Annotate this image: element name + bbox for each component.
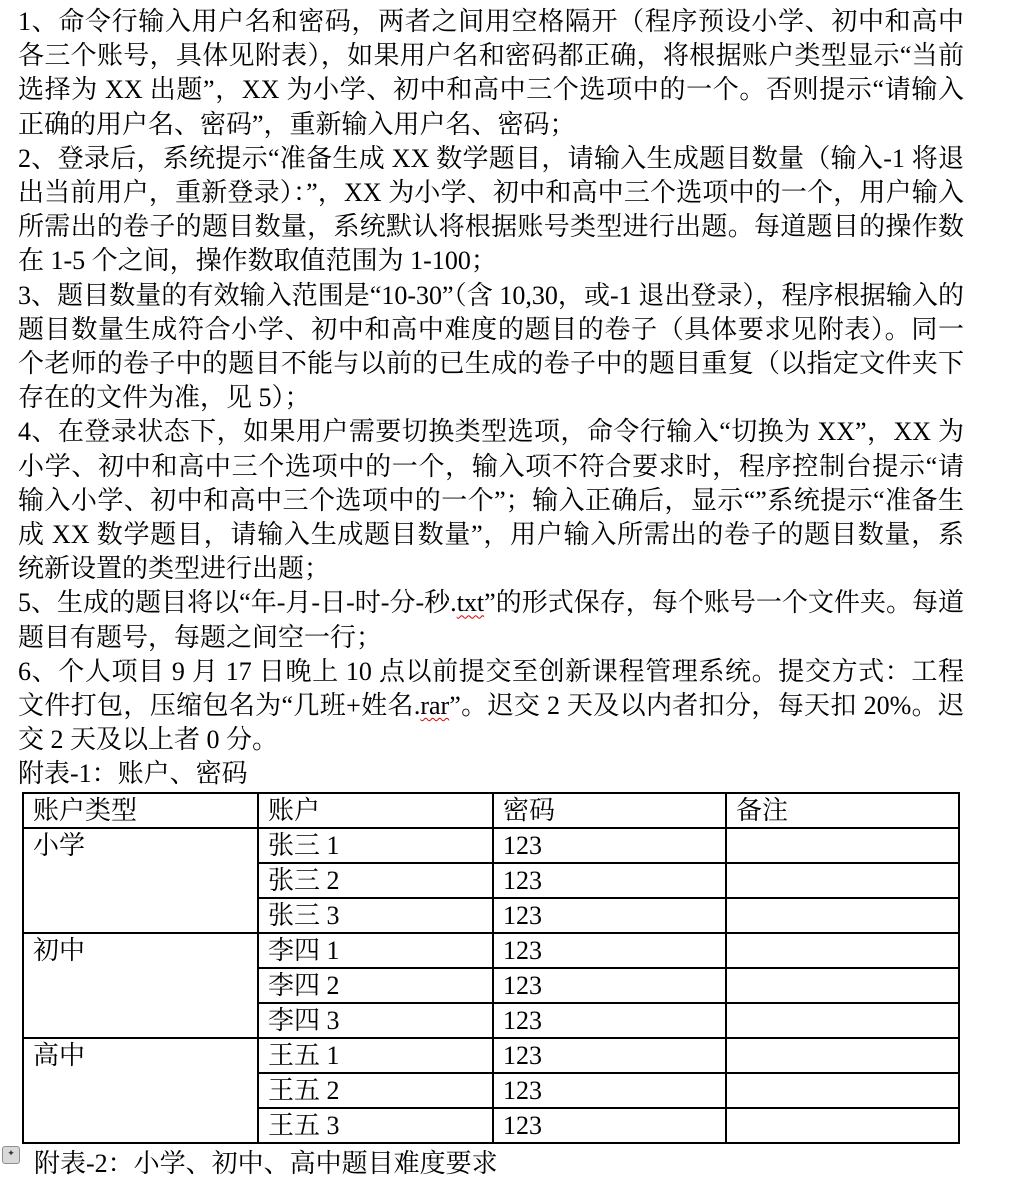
requirement-paragraph-4 <box>18 415 964 586</box>
password-cell: 123 <box>493 1073 726 1108</box>
requirement-paragraph-5 <box>18 586 964 654</box>
document-body <box>18 5 964 1144</box>
account-cell: 张三 3 <box>258 898 493 933</box>
password-cell: 123 <box>493 863 726 898</box>
password-cell: 123 <box>493 898 726 933</box>
table-row <box>23 828 959 863</box>
accounts-table <box>22 792 960 1144</box>
account-cell: 张三 2 <box>258 863 493 898</box>
password-cell: 123 <box>493 1038 726 1073</box>
account-type-cell: 小学 <box>23 828 258 933</box>
browse-object-icon[interactable]: ✦ <box>2 1146 20 1164</box>
paragraph-text: 4、在登录状态下，如果用户需要切换类型选项，命令行输入“切换为 XX”，XX 为小学、初中和高中三个选项中的一个，输入项不符合要求时，程序控制台提示“请输入小学、初中和高中三个选项中的一个”；输入正确后，显示“”系统提示“准备生成 XX 数学题目，请输入生成题目数量”，用户输入所需出的卷子的题目数量，系统新设置的类型进行出题； <box>18 417 964 584</box>
paragraph-text: 1、命令行输入用户名和密码，两者之间用空格隔开（程序预设小学、初中和高中各三个账号，具体见附表），如果用户名和密码都正确，将根据账户类型显示“当前选择为 XX 出题”，XX 为小学、初中和高中三个选项中的一个。否则提示“请输入正确的用户名、密码”，重新输入用户名、密码； <box>18 7 964 139</box>
paragraph-text: 2、登录后，系统提示“准备生成 XX 数学题目，请输入生成题目数量（输入-1 将退出当前用户，重新登录）：”，XX 为小学、初中和高中三个选项中的一个，用户输入所需出的卷子的题目数量，系统默认将根据账号类型进行出题。每道题目的操作数在 1-5 个之间，操作数取值范围为 1-100； <box>18 143 964 276</box>
requirement-paragraph-3 <box>18 279 964 416</box>
requirements-list <box>18 5 964 757</box>
account-cell: 李四 3 <box>258 1003 493 1038</box>
column-header: 备注 <box>726 793 959 828</box>
account-cell: 王五 2 <box>258 1073 493 1108</box>
column-header: 账户 <box>258 793 493 828</box>
account-cell: 王五 1 <box>258 1038 493 1073</box>
misspelled-word: rar <box>420 691 450 721</box>
password-cell: 123 <box>493 968 726 1003</box>
column-header: 密码 <box>493 793 726 828</box>
note-cell <box>726 1073 959 1108</box>
note-cell <box>726 898 959 933</box>
paragraph-text: 3、题目数量的有效输入范围是“10-30”（含 10,30，或-1 退出登录），程序根据输入的题目数量生成符合小学、初中和高中难度的题目的卷子（具体要求见附表）。同一个老师的卷子中的题目不能与以前的已生成的卷子中的题目重复（以指定文件夹下存在的文件为准，见 5）； <box>18 280 964 413</box>
account-type-cell: 高中 <box>23 1038 258 1143</box>
account-type-cell: 初中 <box>23 933 258 1038</box>
account-cell: 李四 1 <box>258 933 493 968</box>
paragraph-text: 6、个人项目 9 月 17 日晚上 10 点以前提交至创新课程管理系统。提交方式：工程文件打包，压缩包名为“几班+姓名. <box>18 656 964 721</box>
table-row <box>23 1038 959 1073</box>
password-cell: 123 <box>493 933 726 968</box>
note-cell <box>726 1038 959 1073</box>
note-cell <box>726 828 959 863</box>
misspelled-word: txt <box>456 588 485 618</box>
next-table-caption: 附表-2：小学、初中、高中题目难度要求 <box>34 1149 498 1178</box>
note-cell <box>726 968 959 1003</box>
paragraph-text: ”的形式保存，每个账号一个文件夹。每道题目有题号，每题之间空一行； <box>18 588 964 652</box>
account-cell: 李四 2 <box>258 968 493 1003</box>
password-cell: 123 <box>493 1108 726 1143</box>
paragraph-text: ”。迟交 2 天及以内者扣分，每天扣 20%。迟交 2 天及以上者 0 分。 <box>18 691 964 755</box>
password-cell: 123 <box>493 828 726 863</box>
requirement-paragraph-6 <box>18 655 964 758</box>
requirement-paragraph-1 <box>18 5 964 142</box>
column-header: 账户类型 <box>23 793 258 828</box>
note-cell <box>726 1003 959 1038</box>
table-header-row <box>23 793 959 828</box>
note-cell <box>726 1108 959 1143</box>
account-cell: 王五 3 <box>258 1108 493 1143</box>
table-row <box>23 933 959 968</box>
note-cell <box>726 933 959 968</box>
password-cell: 123 <box>493 1003 726 1038</box>
table-caption: 附表-1：账户、密码 <box>18 759 248 789</box>
account-cell: 张三 1 <box>258 828 493 863</box>
note-cell <box>726 863 959 898</box>
requirement-paragraph-2 <box>18 142 964 279</box>
paragraph-text: 5、生成的题目将以“年-月-日-时-分-秒. <box>18 588 457 618</box>
